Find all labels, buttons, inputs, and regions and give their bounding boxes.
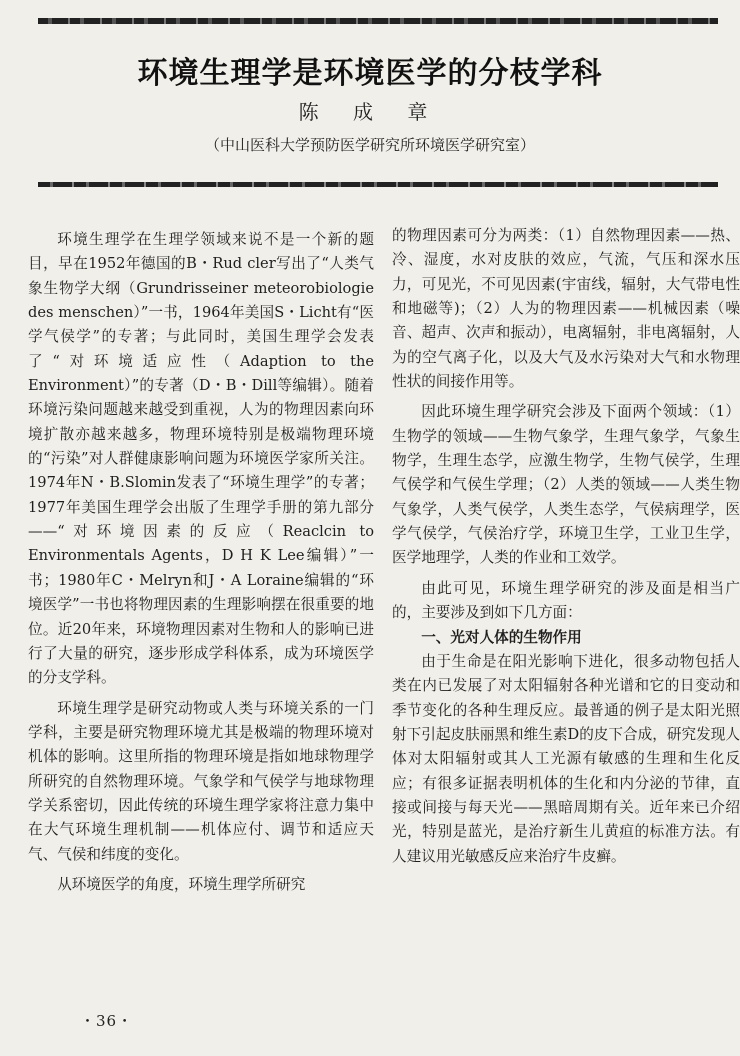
- page-number: ・36・: [80, 1012, 134, 1030]
- body-paragraph: 由于生命是在阳光影响下进化，很多动物包括人类在内已发展了对太阳辐射各种光谱和它的日变动和季节变化的各种生理反应。最普通的例子是太阳光照射下引起皮肤丽黑和维生素D的皮下合成，研究发现人体对太阳辐射或其人工光源有敏感的生理和生化反应；有很多证据表明机体的生化和内分泌的节律，直接或间接与每天光——黑暗周期有关。近年来已介绍光，特别是蓝光，是治疗新生儿黄疸的标准方法。有人建议用光敏感反应来治疗牛皮癣。: [392, 652, 740, 865]
- body-paragraph: 环境生理学在生理学领域来说不是一个新的题目，早在1952年德国的B・Rud cler写出了“人类气象生物学大纲（Grundrisseiner meteorobiologie des menschen）”一书，1964年美国S・Licht有“医学气侯学”的专著；与此同时，美国生理学会发表了“对环境适应性（Adaption to the Environment）”的专著（D・B・Dill等编辑）。随着环境污染问题越来越受到重视，人为的物理因素向环境扩散亦越来越多，物理环境特别是极端物理环境的“污染”对人群健康影响问题为环境医学家所关注。1974年N・B.Slomin发表了“环境生理学”的专著；1977年美国生理学会出版了生理学手册的第九部分——“对环境因素的反应（Reaclcin to Environmentals Agents，D H K Lee编辑）”一书；1980年C・Melryn和J・A Loraine编辑的“环境医学”一书也将物理因素的生理影响摆在很重要的地位。近20年来，环境物理因素对生物和人的影响已进行了大量的研究，逐步形成学科体系，成为环境医学的分支学科。: [28, 231, 374, 687]
- header-divider-rule: [38, 182, 718, 187]
- article-affiliation: （中山医科大学预防医学研究所环境医学研究室）: [204, 136, 535, 154]
- body-paragraph: 的物理因素可分为两类：（1）自然物理因素——热、冷、湿度，水对皮肤的效应，气流，气压和深水压力，可见光，不可见因素(宇宙线，辐射，大气带电性和地磁等)；（2）人为的物理因素——机械因素（噪音、超声、次声和振动），电离辐射，非电离辐射，人为的空气离子化，以及大气及水污染对大气和水物理性状的间接作用等。: [392, 227, 740, 391]
- left-text-column: [28, 228, 374, 897]
- top-decorative-rule: [38, 18, 718, 24]
- article-author: 陈 成 章: [298, 100, 442, 124]
- right-text-column: [392, 224, 740, 869]
- body-paragraph: 从环境医学的角度，环境生理学所研究: [57, 875, 306, 893]
- section-heading: 一、光对人体的生物作用: [421, 628, 582, 646]
- body-paragraph: 由此可见，环境生理学研究的涉及面是相当广的，主要涉及到如下几方面：: [392, 579, 740, 622]
- article-title: 环境生理学是环境医学的分枝学科: [137, 56, 603, 91]
- body-paragraph: 因此环境生理学研究会涉及下面两个领域：（1）生物学的领域——生物气象学，生理气象学，气象生物学，生理生态学，应激生物学，生物气侯学，生理气侯学和气侯生学理；（2）人类的领域——人类生物气象学，人类气侯学，人类生态学，气侯病理学，医学气侯学，气侯治疗学，环境卫生学，工业卫生学，医学地理学，人类的作业和工效学。: [392, 403, 740, 567]
- body-paragraph: 环境生理学是研究动物或人类与环境关系的一门学科，主要是研究物理环境尤其是极端的物理环境对机体的影响。这里所指的物理环境是指如地球物理学所研究的自然物理环境。气象学和气侯学与地球物理学关系密切，因此传统的环境生理学家将注意力集中在大气环境生理机制——机体应付、调节和适应天气、气侯和纬度的变化。: [28, 699, 374, 863]
